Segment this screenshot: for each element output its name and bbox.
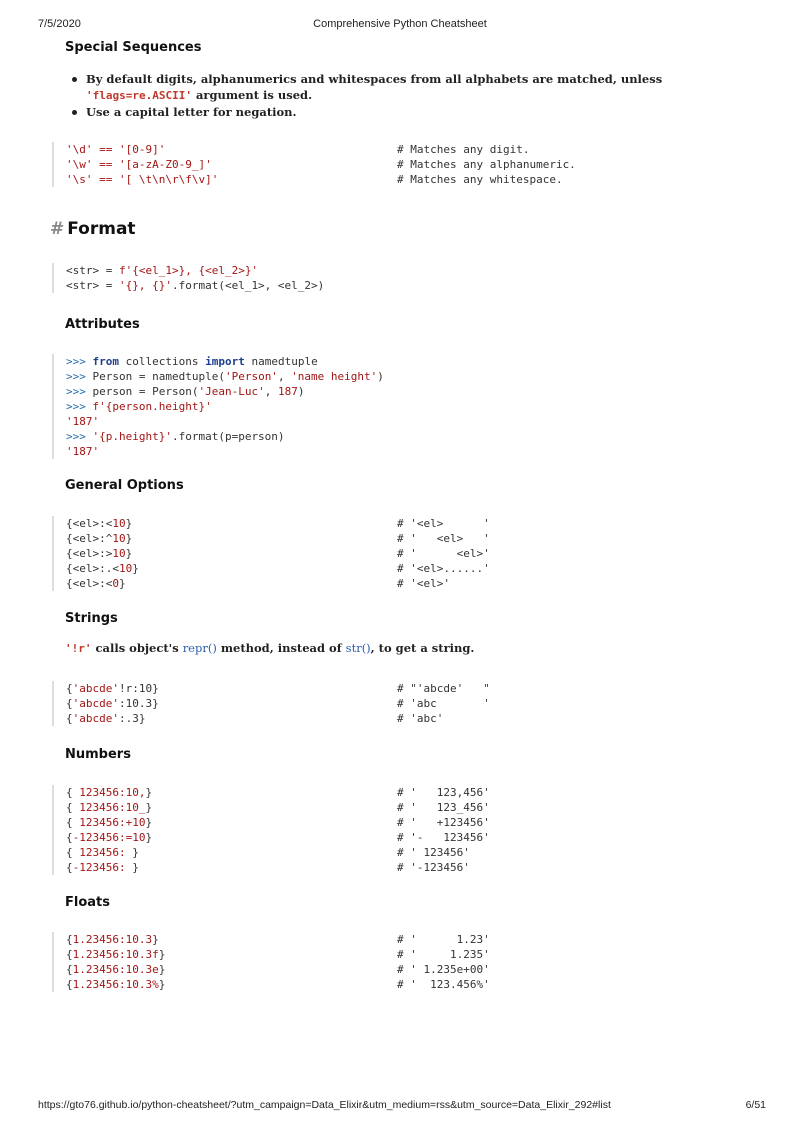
anchor-link[interactable]: # <box>50 219 65 239</box>
code-line: >>> person = Person('Jean-Luc', 187) <box>66 385 305 398</box>
page-header-date: 7/5/2020 <box>38 18 81 30</box>
code-line: {1.23456:10.3} # ' 1.23' <box>66 933 490 946</box>
strings-code-block <box>52 681 490 726</box>
attributes-code-block <box>52 354 384 459</box>
floats-code-block <box>52 932 490 992</box>
list-item: By default digits, alphanumerics and whitespaces from all alphabets are matched, unless 'flags=re.ASCII' argument is used. <box>72 71 712 104</box>
code-line: {<el>:<10} # '<el> ' <box>66 517 490 530</box>
code-line: {<el>:.<10} # '<el>......' <box>66 562 490 575</box>
strings-heading: Strings <box>65 611 118 626</box>
code-line: '\s' == '[ \t\n\r\f\v]' # Matches any whitespace. <box>66 173 563 186</box>
code-line: { 123456:+10} # ' +123456' <box>66 816 490 829</box>
code-line: >>> Person = namedtuple('Person', 'name height') <box>66 370 384 383</box>
code-line: {1.23456:10.3%} # ' 123.456%' <box>66 978 490 991</box>
code-line: '\w' == '[a-zA-Z0-9_]' # Matches any alphanumeric. <box>66 158 576 171</box>
numbers-code-block <box>52 785 490 875</box>
general-options-code-block <box>52 516 490 591</box>
str-link[interactable]: str() <box>345 641 371 655</box>
special-sequences-heading: Special Sequences <box>65 40 202 55</box>
code-line: '187' <box>66 415 100 428</box>
page-header-title: Comprehensive Python Cheatsheet <box>313 18 487 30</box>
list-item: Use a capital letter for negation. <box>72 104 712 120</box>
code-line: {<el>:^10} # ' <el> ' <box>66 532 490 545</box>
strings-description: '!r' calls object's repr() method, instead of str(), to get a string. <box>65 641 475 655</box>
code-line: { 123456: } # ' 123456' <box>66 846 470 859</box>
code-line: >>> '{p.height}'.format(p=person) <box>66 430 285 443</box>
special-sequences-list <box>72 71 712 120</box>
code-line: >>> f'{person.height}' <box>66 400 212 413</box>
code-line: <str> = f'{<el_1>}, {<el_2>}' <box>66 264 259 277</box>
code-line: { 123456:10,} # ' 123,456' <box>66 786 490 799</box>
code-line: {1.23456:10.3f} # ' 1.235' <box>66 948 490 961</box>
code-line: {-123456:=10} # '- 123456' <box>66 831 490 844</box>
code-line: {<el>:>10} # ' <el>' <box>66 547 490 560</box>
code-line: >>> from collections import namedtuple <box>66 355 318 368</box>
code-line: {1.23456:10.3e} # ' 1.235e+00' <box>66 963 490 976</box>
code-line: { 123456:10_} # ' 123_456' <box>66 801 490 814</box>
code-line: {'abcde':.3} # 'abc' <box>66 712 444 725</box>
code-line: {<el>:<0} # '<el>' <box>66 577 450 590</box>
code-line: {'abcde':10.3} # 'abc ' <box>66 697 490 710</box>
special-sequences-code-block <box>52 142 576 187</box>
format-heading: # Format <box>50 219 136 239</box>
page-footer-url[interactable]: https://gto76.github.io/python-cheatsheet/?utm_campaign=Data_Elixir&utm_medium=rss&utm_source=Data_Elixir_292#list <box>38 1099 611 1111</box>
numbers-heading: Numbers <box>65 747 131 762</box>
code-line: '187' <box>66 445 100 458</box>
repr-link[interactable]: repr() <box>182 641 217 655</box>
code-line: '\d' == '[0-9]' # Matches any digit. <box>66 143 530 156</box>
format-code-block <box>52 263 324 293</box>
attributes-heading: Attributes <box>65 317 140 332</box>
code-line: <str> = '{}, {}'.format(<el_1>, <el_2>) <box>66 279 325 292</box>
code-line: {-123456: } # '-123456' <box>66 861 470 874</box>
code-line: {'abcde'!r:10} # "'abcde' " <box>66 682 490 695</box>
general-options-heading: General Options <box>65 478 184 493</box>
floats-heading: Floats <box>65 895 110 910</box>
page-footer-number: 6/51 <box>745 1099 766 1111</box>
